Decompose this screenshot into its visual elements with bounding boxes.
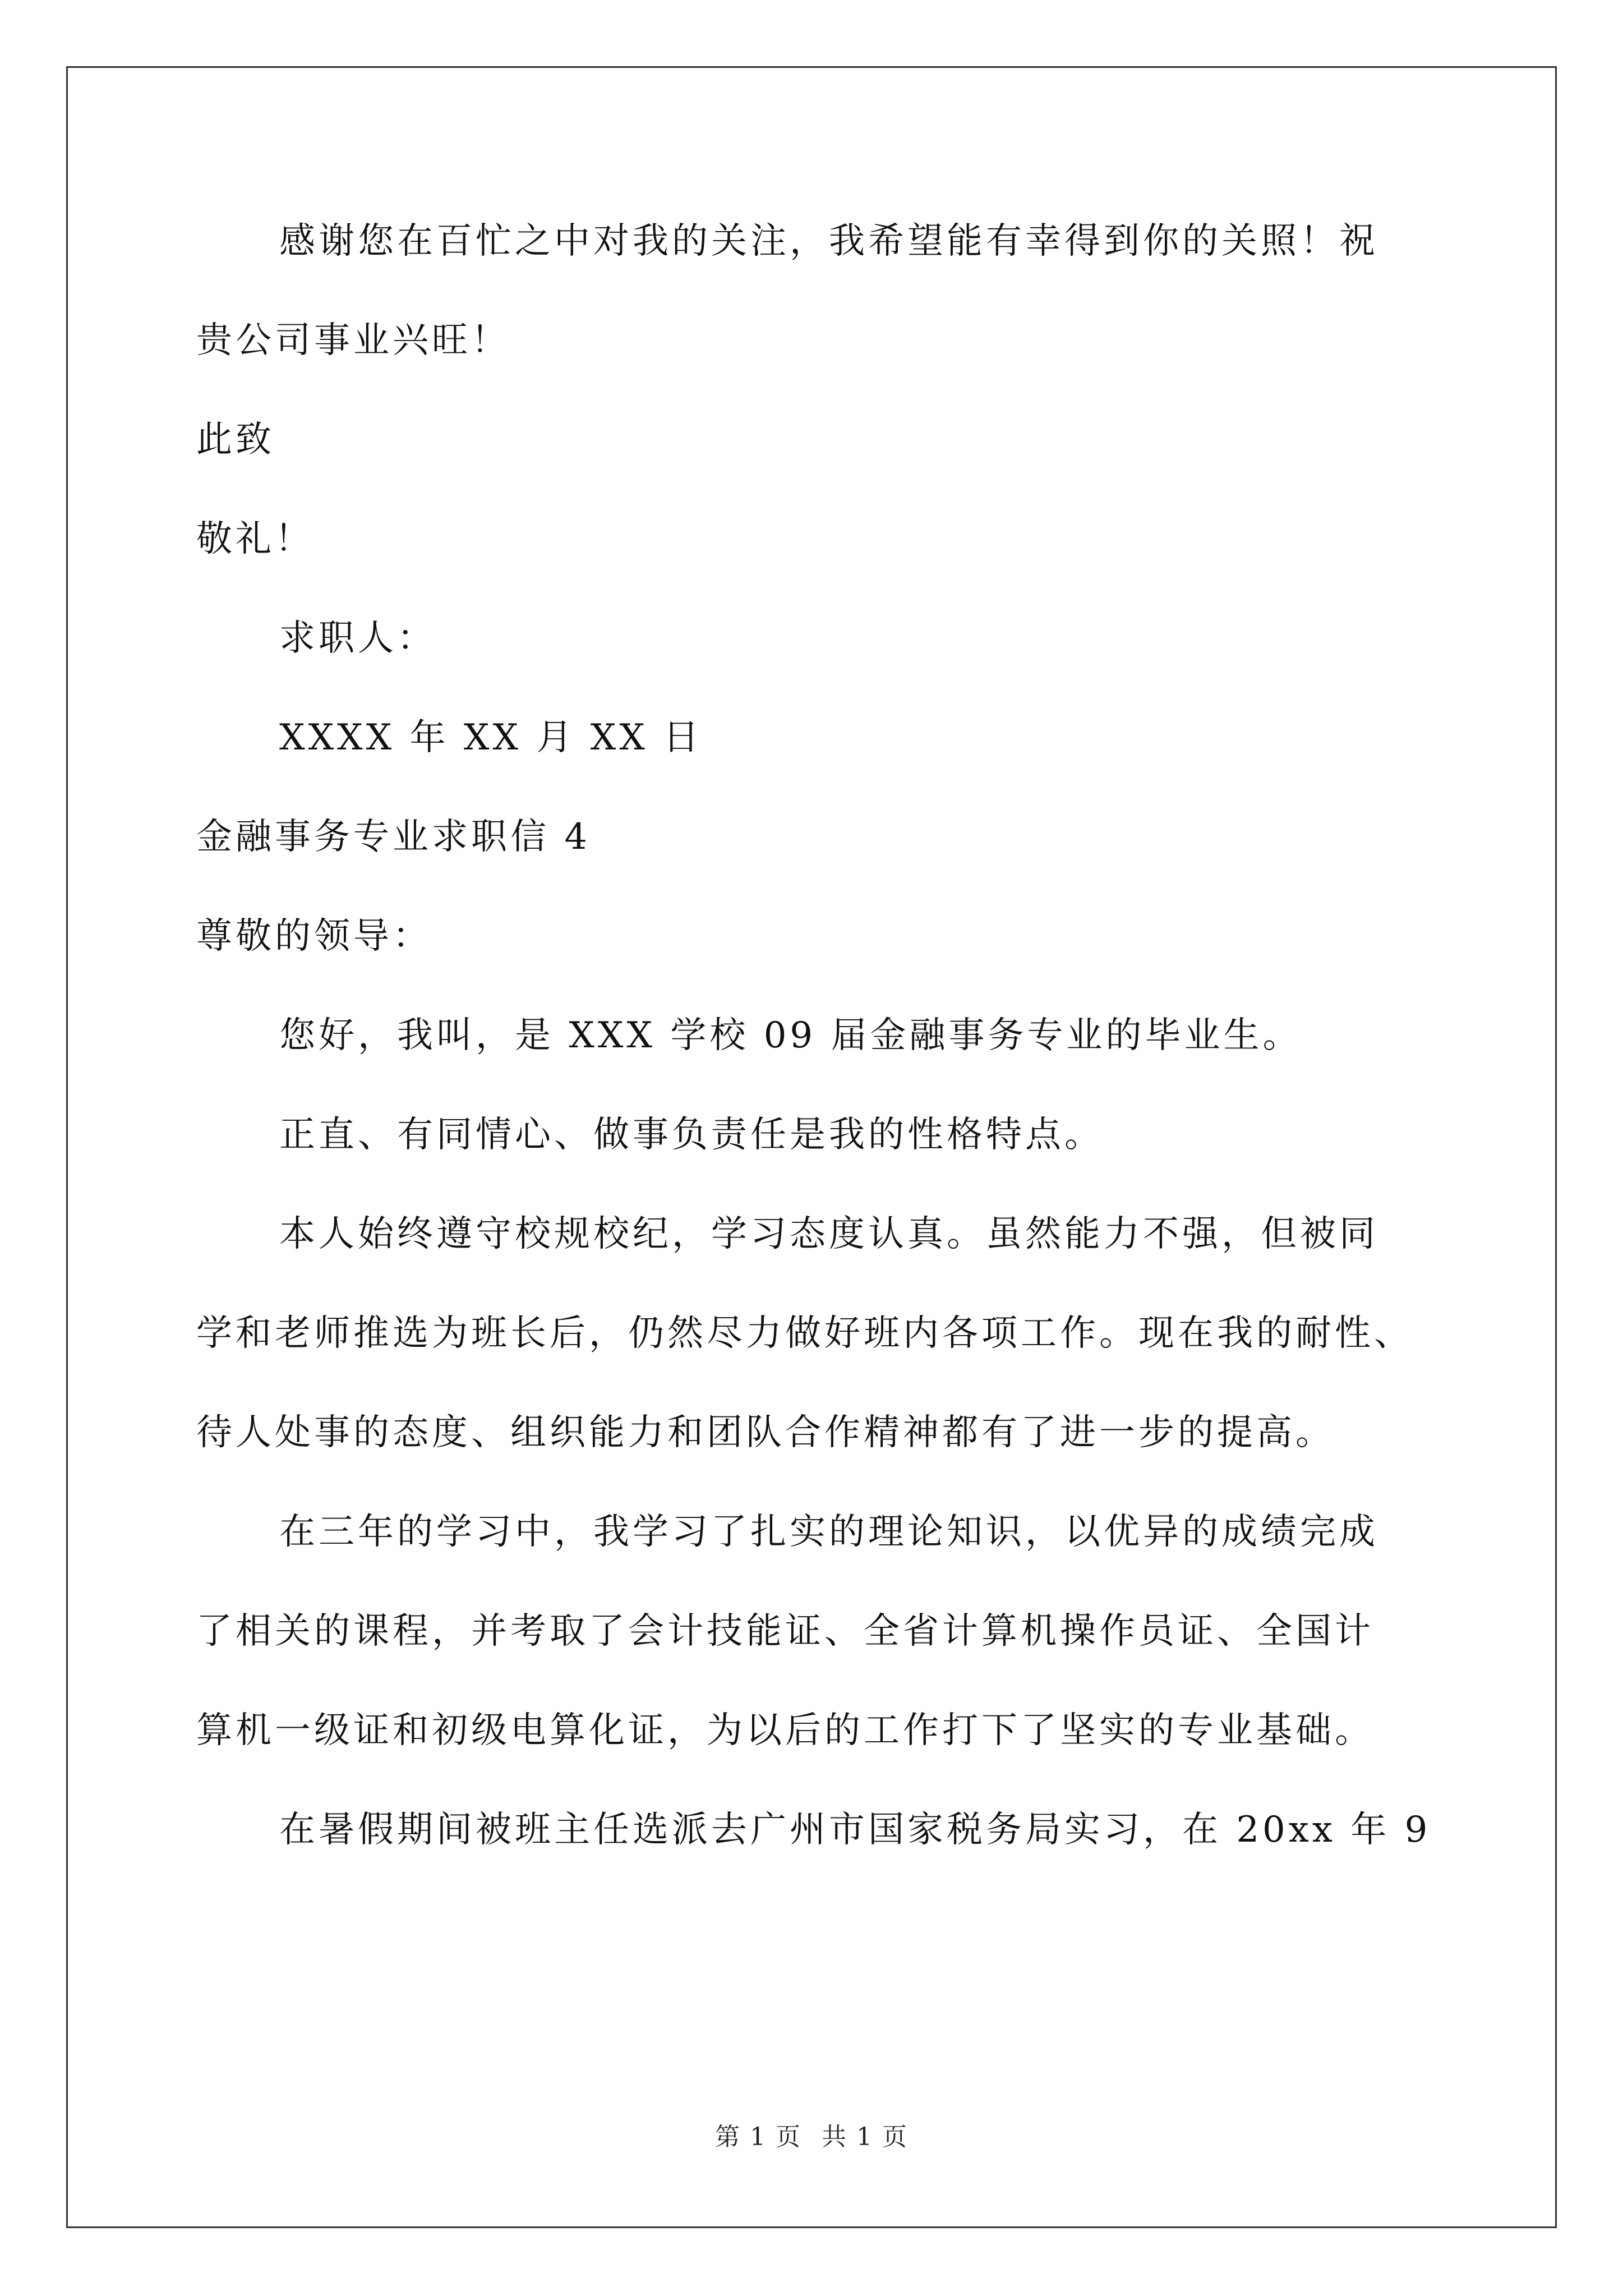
paragraph-line: 算机一级证和初级电算化证，为以后的工作打下了坚实的专业基础。 — [196, 1710, 1374, 1751]
closing-line: 敬礼！ — [196, 518, 314, 560]
paragraph-line: 本人始终遵守校规校纪，学习态度认真。虽然能力不强，但被同 — [279, 1213, 1378, 1255]
paragraph-line: 在三年的学习中，我学习了扎实的理论知识，以优异的成绩完成 — [279, 1511, 1378, 1553]
paragraph-line: 感谢您在百忙之中对我的关注，我希望能有幸得到你的关照！祝 — [279, 220, 1378, 262]
closing-line: 此致 — [196, 419, 275, 461]
date-line: XXXX 年 XX 月 XX 日 — [279, 717, 703, 758]
paragraph-line: 您好，我叫，是 XXX 学校 09 届金融事务专业的毕业生。 — [279, 1015, 1302, 1056]
paragraph-line: 在暑假期间被班主任选派去广州市国家税务局实习，在 20xx 年 9 — [279, 1809, 1431, 1851]
section-title: 金融事务专业求职信 4 — [196, 816, 591, 858]
page-number: 第 1 页 — [715, 2123, 801, 2151]
paragraph-line: 正直、有同情心、做事负责任是我的性格特点。 — [279, 1114, 1104, 1156]
paragraph-line: 了相关的课程，并考取了会计技能证、全省计算机操作员证、全国计 — [196, 1611, 1374, 1652]
signature-label: 求职人： — [279, 618, 436, 659]
paragraph-line: 学和老师推选为班长后，仍然尽力做好班内各项工作。现在我的耐性、 — [196, 1313, 1413, 1354]
paragraph-line: 贵公司事业兴旺！ — [196, 320, 510, 361]
salutation: 尊敬的领导： — [196, 915, 432, 957]
paragraph-line: 待人处事的态度、组织能力和团队合作精神都有了进一步的提高。 — [196, 1412, 1335, 1453]
page-count: 共 1 页 — [822, 2123, 908, 2151]
page-footer — [0, 2120, 1623, 2154]
